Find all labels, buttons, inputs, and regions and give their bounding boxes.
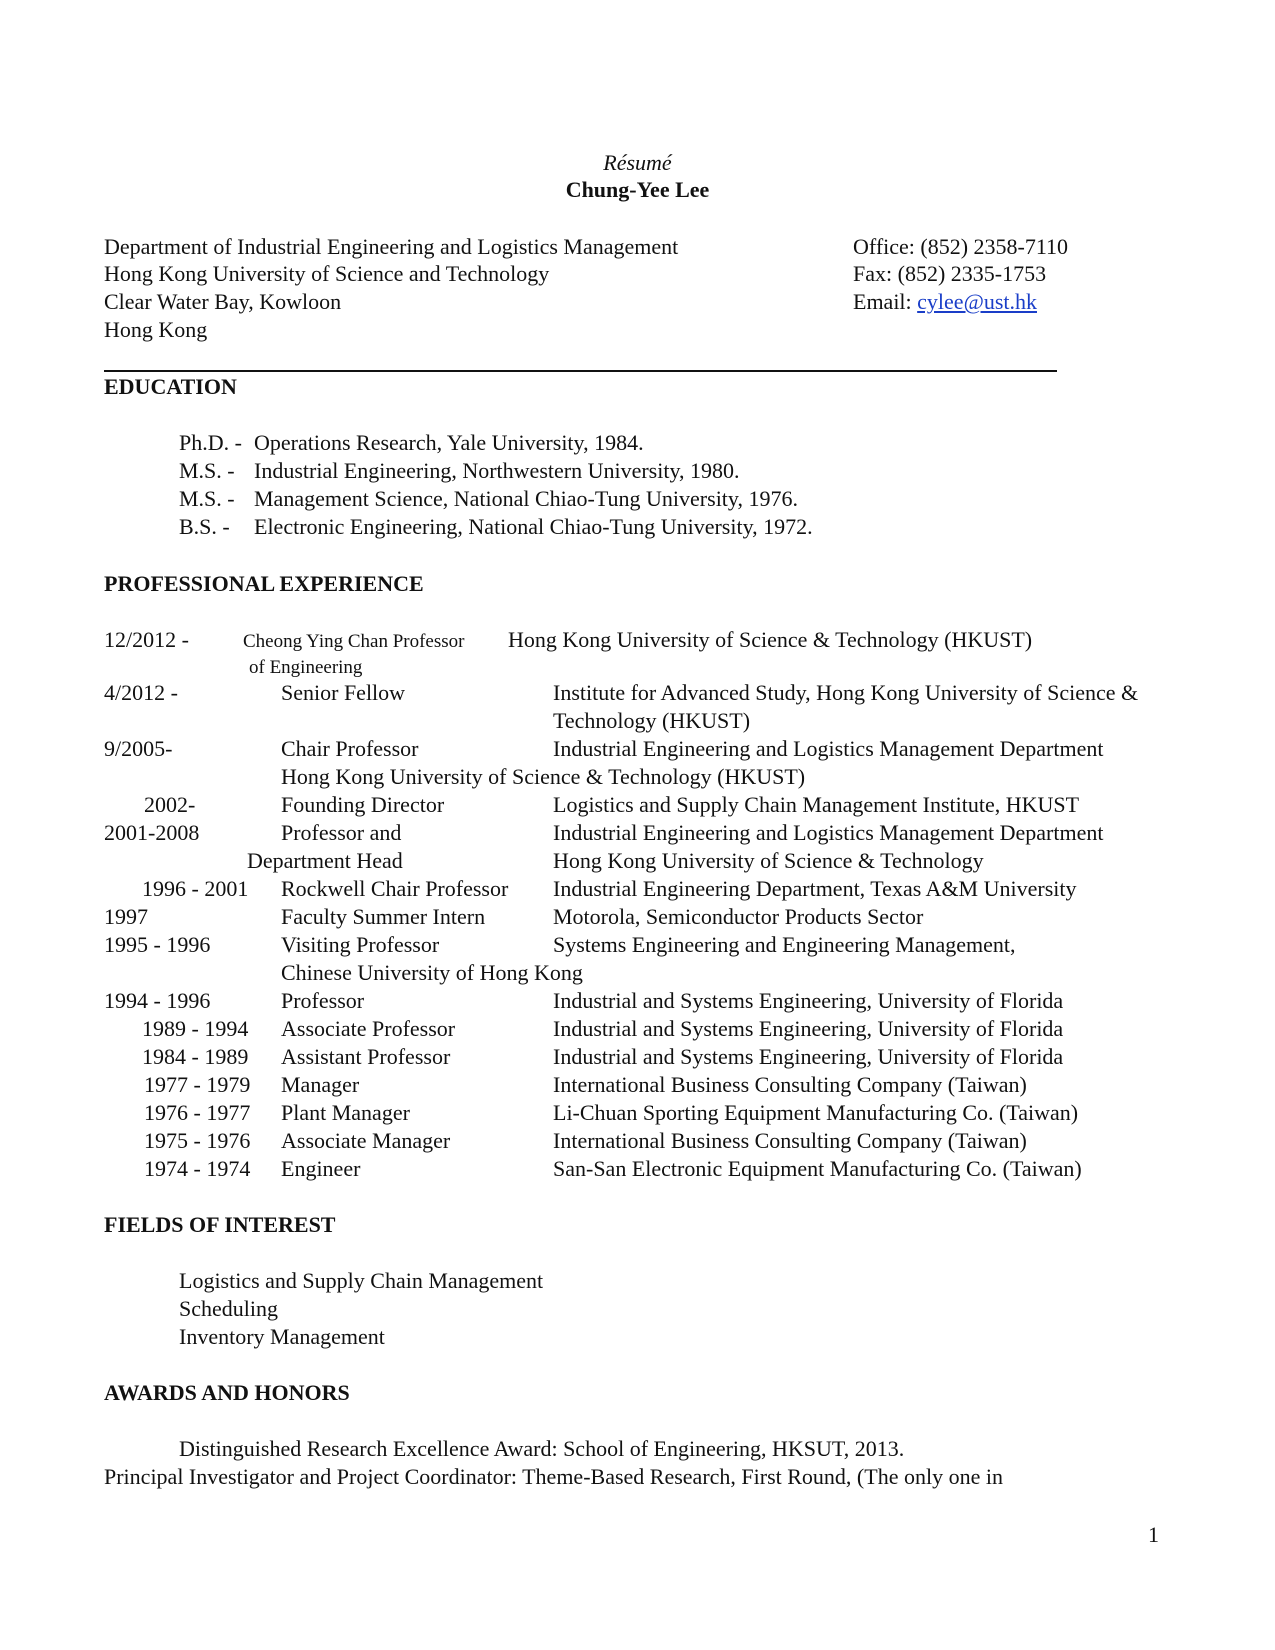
experience-org: Industrial Engineering and Logistics Management Department [553, 736, 1104, 761]
address-line-4: Hong Kong [104, 317, 208, 342]
degree-label: Ph.D. - [179, 430, 242, 455]
experience-org: Chinese University of Hong Kong [281, 960, 583, 985]
interest-item: Logistics and Supply Chain Management [179, 1268, 544, 1293]
degree-detail: Management Science, National Chiao-Tung University, 1976. [254, 486, 798, 511]
experience-title: Professor [281, 988, 365, 1013]
experience-org: Motorola, Semiconductor Products Sector [553, 904, 924, 929]
experience-title: Assistant Professor [281, 1044, 451, 1069]
degree-detail: Electronic Engineering, National Chiao-Tung University, 1972. [254, 514, 813, 539]
interests-heading: FIELDS OF INTEREST [104, 1212, 336, 1237]
experience-org: Hong Kong University of Science & Technology (HKUST) [281, 764, 806, 789]
address-line-2: Hong Kong University of Science and Technology [104, 261, 550, 286]
experience-title: Rockwell Chair Professor [281, 876, 509, 901]
experience-title: Manager [281, 1072, 360, 1097]
experience-date: 9/2005- [104, 736, 173, 761]
email-label: Email: [853, 289, 918, 314]
experience-org: Hong Kong University of Science & Technology [553, 848, 984, 873]
experience-date: 2001-2008 [104, 820, 200, 845]
experience-date: 1975 - 1976 [144, 1128, 251, 1153]
fax-number: Fax: (852) 2335-1753 [853, 261, 1047, 286]
award-line: Distinguished Research Excellence Award: School of Engineering, HKSUT, 2013. [179, 1436, 905, 1461]
doc-label: Résumé [603, 150, 672, 175]
address-line-3: Clear Water Bay, Kowloon [104, 289, 342, 314]
experience-org: Hong Kong University of Science & Technology (HKUST) [508, 627, 1033, 652]
experience-date: 1976 - 1977 [144, 1100, 251, 1125]
award-line: Principal Investigator and Project Coordinator: Theme-Based Research, First Round, (The only one in [104, 1464, 1003, 1489]
interest-item: Scheduling [179, 1296, 278, 1321]
address-line-1: Department of Industrial Engineering and Logistics Management [104, 234, 679, 259]
experience-title: Engineer [281, 1156, 361, 1181]
experience-date: 12/2012 - [104, 627, 189, 652]
experience-date: 1996 - 2001 [142, 876, 249, 901]
degree-detail: Operations Research, Yale University, 1984. [254, 430, 644, 455]
degree-detail: Industrial Engineering, Northwestern University, 1980. [254, 458, 740, 483]
experience-title: of Engineering [249, 657, 363, 678]
experience-date: 1984 - 1989 [142, 1044, 249, 1069]
experience-org: Industrial Engineering and Logistics Management Department [553, 820, 1104, 845]
interest-item: Inventory Management [179, 1324, 385, 1349]
experience-org: San-San Electronic Equipment Manufacturing Co. (Taiwan) [553, 1156, 1082, 1181]
experience-title: Chair Professor [281, 736, 419, 761]
experience-org: International Business Consulting Company (Taiwan) [553, 1072, 1027, 1097]
experience-title: Faculty Summer Intern [281, 904, 486, 929]
experience-date: 1994 - 1996 [104, 988, 211, 1013]
awards-heading: AWARDS AND HONORS [104, 1380, 350, 1405]
experience-org: Industrial Engineering Department, Texas A&M University [553, 876, 1077, 901]
office-phone: Office: (852) 2358-7110 [853, 234, 1069, 259]
experience-title: Professor and [281, 820, 402, 845]
experience-title: Cheong Ying Chan Professor [243, 631, 465, 652]
experience-title: Department Head [247, 848, 403, 873]
experience-org: Systems Engineering and Engineering Management, [553, 932, 1016, 957]
degree-label: M.S. - [179, 486, 235, 511]
experience-date: 1989 - 1994 [142, 1016, 249, 1041]
divider [104, 370, 1057, 372]
email-line [853, 289, 1037, 315]
experience-title: Senior Fellow [281, 680, 406, 705]
experience-title: Associate Manager [281, 1128, 451, 1153]
experience-org: Industrial and Systems Engineering, University of Florida [553, 1044, 1064, 1069]
experience-org: Institute for Advanced Study, Hong Kong University of Science & [553, 680, 1139, 705]
experience-date: 1997 [104, 904, 148, 929]
degree-label: M.S. - [179, 458, 235, 483]
page-number: 1 [1148, 1522, 1159, 1547]
experience-org: Industrial and Systems Engineering, University of Florida [553, 1016, 1064, 1041]
experience-org: Li-Chuan Sporting Equipment Manufacturing Co. (Taiwan) [553, 1100, 1079, 1125]
email-link[interactable]: cylee@ust.hk [917, 289, 1037, 314]
experience-org: Logistics and Supply Chain Management Institute, HKUST [553, 792, 1080, 817]
person-name: Chung-Yee Lee [565, 177, 710, 202]
experience-title: Plant Manager [281, 1100, 410, 1125]
experience-org: Industrial and Systems Engineering, University of Florida [553, 988, 1064, 1013]
education-heading: EDUCATION [104, 374, 237, 399]
experience-date: 2002- [144, 792, 196, 817]
experience-org: Technology (HKUST) [553, 708, 751, 733]
degree-label: B.S. - [179, 514, 230, 539]
experience-title: Founding Director [281, 792, 445, 817]
experience-title: Visiting Professor [281, 932, 440, 957]
experience-date: 4/2012 - [104, 680, 178, 705]
experience-date: 1974 - 1974 [144, 1156, 251, 1181]
experience-date: 1977 - 1979 [144, 1072, 251, 1097]
experience-org: International Business Consulting Company (Taiwan) [553, 1128, 1027, 1153]
experience-title: Associate Professor [281, 1016, 456, 1041]
experience-heading: PROFESSIONAL EXPERIENCE [104, 571, 424, 596]
experience-date: 1995 - 1996 [104, 932, 211, 957]
